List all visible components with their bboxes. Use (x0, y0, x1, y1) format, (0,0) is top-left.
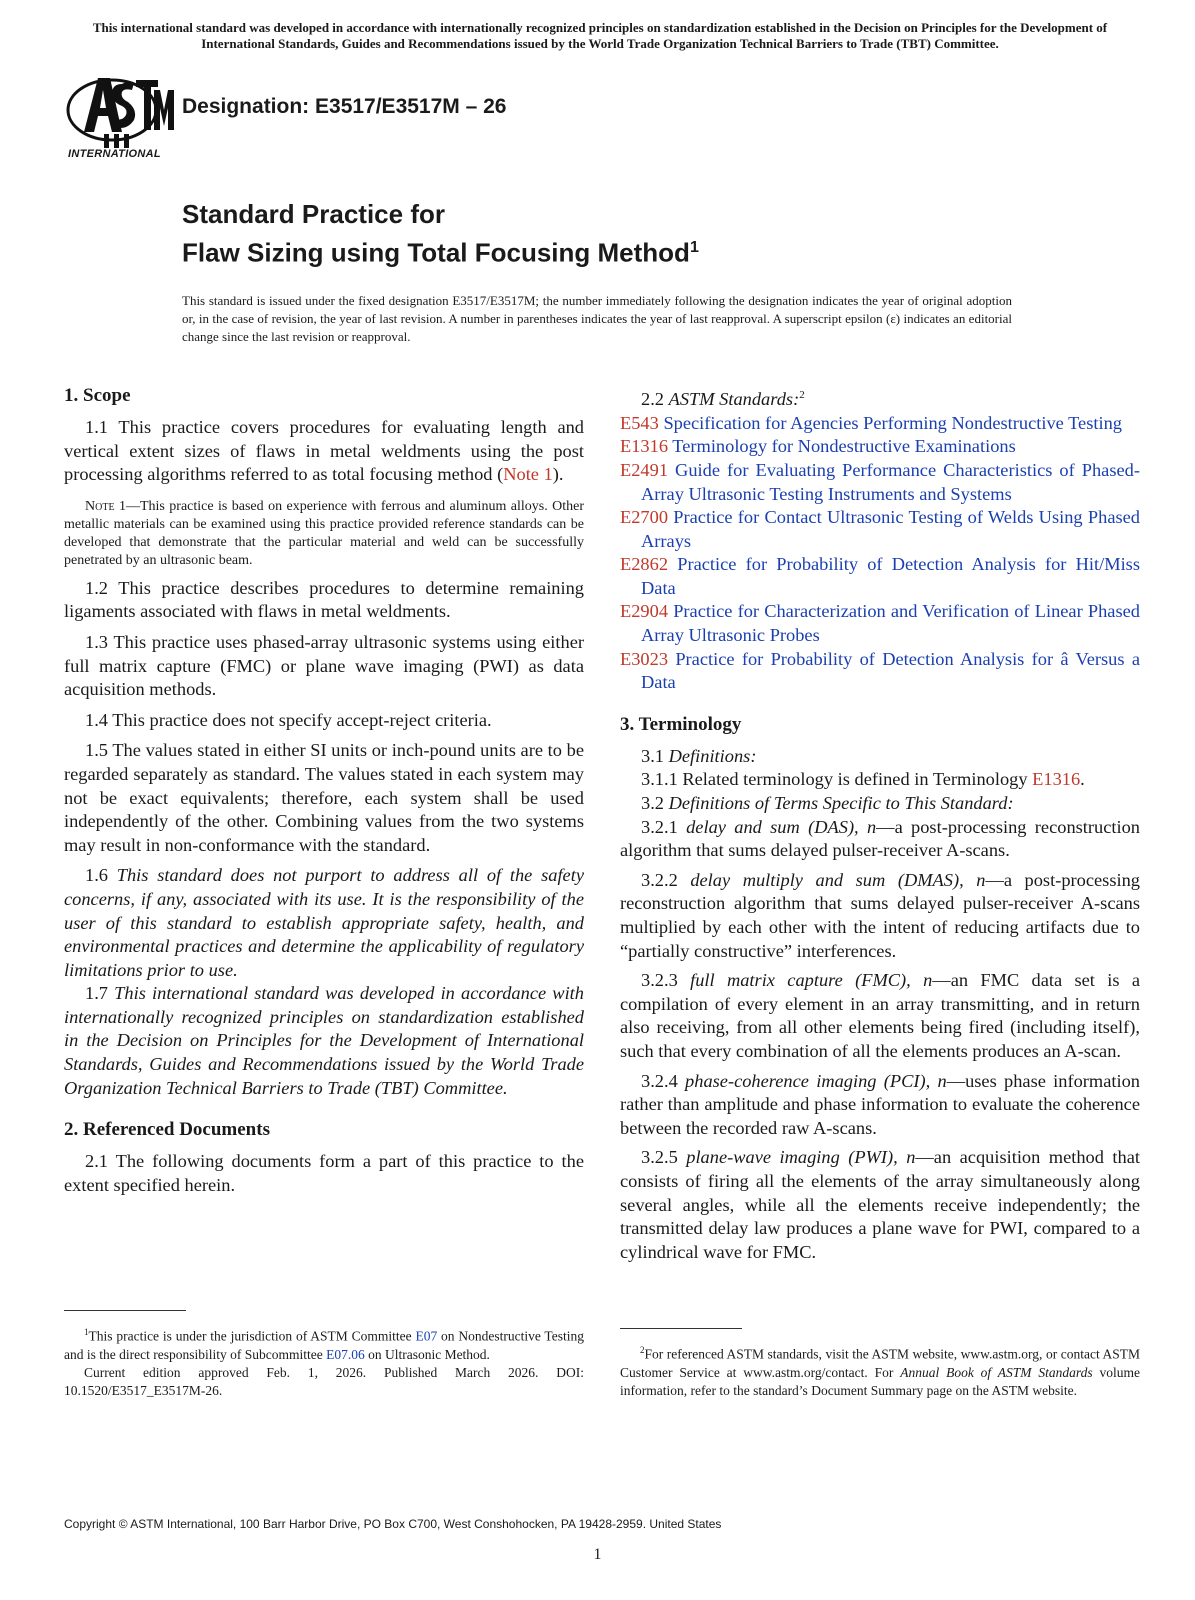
left-column (64, 384, 584, 1197)
definition-item: 3.2.4 phase-coherence imaging (PCI), n—uses phase information rather than amplitude and phase information to evaluate the coherence between the recorded raw A-scans. (620, 1070, 1140, 1138)
ref-item[interactable]: E543 Specification for Agencies Performing Nondestructive Testing (620, 412, 1122, 433)
section-3-heading: 3. Terminology (620, 713, 742, 735)
astm-logo (64, 70, 176, 166)
logo-international-text: INTERNATIONAL (68, 148, 161, 160)
definition-item: 3.2.2 delay multiply and sum (DMAS), n—a post-processing reconstruction algorithm that sums delayed pulser-receiver A-scans multiplied by each other with the intent of reducing artifacts due to “partially constructive” interferences. (620, 869, 1140, 961)
footnote-2: $^2$For referenced ASTM standards, visit the ASTM website, www.astm.org, or contact ASTM Customer Service at www.astm.org/contact. For Annual Book of ASTM Standards volume information, refer to the standard’s Document Summary page on the ASTM website. (620, 1345, 1141, 1398)
para-1-3: 1.3 This practice uses phased-array ultrasonic systems using either full matrix capture (FMC) or plane wave imaging (PWI) as data acquisition methods. (64, 631, 584, 700)
title-line-2: Flaw Sizing using Total Focusing Method$^1$ (182, 237, 699, 268)
issue-note: This standard is issued under the fixed designation E3517/E3517M; the number immediately following the designation indicates the year of original adoption or, in the case of revision, the year of last revision. A number in parentheses indicates the year of last reapproval. A superscript epsilon (ε) indicates an editorial change since the last revision or reapproval. (182, 293, 1012, 344)
subcommittee-e07-06-link[interactable]: E07.06 (326, 1346, 365, 1362)
para-3-1-1: 3.1.1 Related terminology is defined in Terminology E1316. (641, 769, 1085, 790)
definition-item: 3.2.3 full matrix capture (FMC), n—an FMC data set is a compilation of every element in an array transmitting, and in return also receiving, from all other elements being fired (including itself), such that every combination of all the elements produces an A-scan. (620, 970, 1140, 1061)
document-title (182, 198, 699, 270)
note-1: Note 1—This practice is based on experience with ferrous and aluminum alloys. Other metallic materials can be examined using this practice provided reference standards can be developed that demonstrate that the particular material and weld can be successfully penetrated by an ultrasonic beam. (64, 498, 584, 568)
para-1-5: 1.5 The values stated in either SI units or inch-pound units are to be regarded separately as standard. The values stated in each system may not be exact equivalents; therefore, each system shall be used independently of the other. Combining values from the two systems may result in non-conformance with the standard. (64, 740, 584, 855)
section-2-heading: 2. Referenced Documents (64, 1119, 270, 1141)
ref-item[interactable]: E1316 Terminology for Nondestructive Examinations (620, 436, 1016, 457)
committee-e07-link[interactable]: E07 (415, 1328, 438, 1344)
footnote-1-edition: Current edition approved Feb. 1, 2026. Published March 2026. DOI: 10.1520/E3517_E3517M-26. (64, 1364, 584, 1398)
para-1-1: 1.1 This practice covers procedures for evaluating length and vertical extent sizes of flaws in metal weldments using the post processing algorithms referred to as total focusing method (Note 1). (64, 417, 584, 485)
section-1-heading: 1. Scope (64, 385, 131, 406)
para-3-2: 3.2 Definitions of Terms Specific to This Standard: (641, 793, 1014, 814)
ref-item[interactable]: E3023 Practice for Probability of Detection Analysis for â Versus a Data (620, 648, 1140, 693)
footnote-1: $^1$This practice is under the jurisdiction of ASTM Committee E07 on Nondestructive Testing and is the direct responsibility of Subcommittee E07.06 on Ultrasonic Method. Current edition approved Feb. 1, 2026. Published March 2026. DOI: 10.1520/E3517_E3517M-26. (64, 1327, 584, 1398)
ref-item[interactable]: E2904 Practice for Characterization and Verification of Linear Phased Array Ultrasonic Probes (620, 601, 1140, 646)
footnote-rule-left (64, 1310, 186, 1311)
ref-item[interactable]: E2700 Practice for Contact Ultrasonic Testing of Welds Using Phased Arrays (620, 507, 1140, 551)
para-1-7: 1.7 This international standard was developed in accordance with internationally recognized principles on standardization established in the Decision on Principles for the Development of International Standards, Guides and Recommendations issued by the World Trade Organization Technical Barriers to Trade (TBT) Committee. (64, 983, 584, 1098)
footnote-rule-right (620, 1328, 742, 1329)
definition-item: 3.2.5 plane-wave imaging (PWI), n—an acquisition method that consists of firing all the elements of the array simultaneously along several angles, while all the elements receive independently; the transmitted delay law produces a plane wave for PWI, compared to a cylindrical wave for FMC. (620, 1147, 1140, 1262)
title-line-1: Standard Practice for (182, 199, 445, 229)
page-number: 1 (593, 1546, 602, 1563)
para-1-4: 1.4 This practice does not specify accept-reject criteria. (85, 709, 492, 730)
para-2-1: 2.1 The following documents form a part of this practice to the extent specified herein. (64, 1151, 584, 1195)
ref-item[interactable]: E2491 Guide for Evaluating Performance Characteristics of Phased-Array Ultrasonic Testing Instruments and Systems (620, 459, 1140, 504)
para-3-1: 3.1 Definitions: (641, 745, 757, 766)
top-notice: This international standard was developed in accordance with internationally recognized principles on standardization established in the Decision on Principles for the Development of International Standards, Guides and Recommendations issued by the World Trade Organization Technical Barriers to Trade (TBT) Committee. (92, 20, 1108, 51)
para-2-2: 2.2 ASTM Standards:$^2$ (641, 389, 805, 410)
right-column (620, 384, 1140, 1264)
e1316-link[interactable]: E1316 (1032, 769, 1081, 790)
title-footnote-ref[interactable]: 1 (689, 239, 699, 256)
para-1-2: 1.2 This practice describes procedures to determine remaining ligaments associated with flaws in metal weldments. (64, 577, 584, 622)
definition-item: 3.2.1 delay and sum (DAS), n—a post-processing reconstruction algorithm that sums delayed pulser-receiver A-scans. (620, 816, 1140, 861)
copyright-footer: Copyright © ASTM International, 100 Barr Harbor Drive, PO Box C700, West Conshohocken, PA 19428-2959. United States (64, 1517, 722, 1531)
designation: Designation: E3517/E3517M – 26 (182, 95, 507, 118)
para-1-6: 1.6 This standard does not purport to address all of the safety concerns, if any, associated with its use. It is the responsibility of the user of this standard to establish appropriate safety, health, and environmental practices and determine the applicability of regulatory limitations prior to use. (64, 865, 584, 980)
note-1-link[interactable]: Note 1 (503, 464, 553, 485)
ref-item[interactable]: E2862 Practice for Probability of Detection Analysis for Hit/Miss Data (620, 554, 1140, 598)
ref-list (620, 412, 1140, 695)
